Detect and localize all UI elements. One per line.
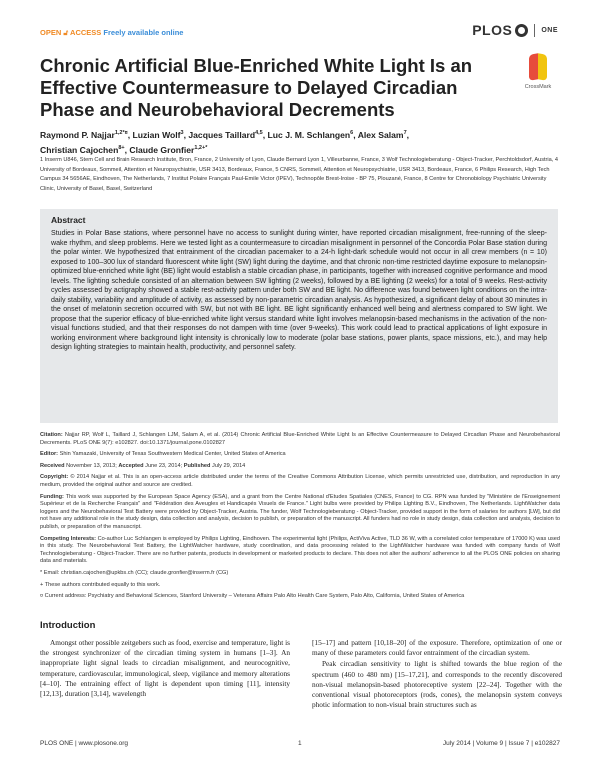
open-label: OPEN [40, 28, 62, 37]
plos-text: PLOS [472, 22, 513, 38]
freely-available-label: Freely available online [103, 28, 184, 37]
competing-interests: Competing Interests: Co-author Luc Schlangen is employed by Philips Lighting, Eindhoven. The experimental light (Philips, ActiViva Active, TLD 36 W, with a correlated color temperature of 17000 K) was used in this study. The Neurobehavioral Test Battery, the LightWatcher hardware, study coordination, and data processing related to the LightWatcher hardware was funded with company funds of Wolf Technologieberatung - Object-Tracker. There are no further patents, products in development or marketed products to declare. This does not alter the authors' adherence to all the PLOS ONE policies on sharing data and materials. [40, 535, 560, 565]
abstract-box [40, 209, 558, 423]
author: Luc J. M. Schlangen$^6$, [267, 129, 358, 140]
author-list [40, 127, 560, 157]
author: Raymond P. Najjar$^{1,2*¤}$, [40, 129, 133, 140]
email: * Email: christian.cajochen@upkbs.ch (CC); claude.gronfier@inserm.fr (CG) [40, 569, 229, 576]
copyright: Copyright: © 2014 Najjar et al. This is an open-access article distributed under the terms of the Creative Commons Attribution License, which permits unrestricted use, distribution, and reproduction in any medium, provided the original author and source are credited. [40, 474, 560, 488]
author: Jacques Taillard$^{4,5}$, [188, 129, 268, 140]
footer-issue: July 2014 | Volume 9 | Issue 7 | e102827 [442, 740, 560, 747]
author: Luzian Wolf$^3$, [132, 129, 189, 140]
page-number: 1 [298, 740, 302, 747]
footer-journal: PLOS ONE | www.plosone.org [40, 740, 129, 747]
citation: Citation: Najjar RP, Wolf L, Taillard J, Schlangen LJM, Salam A, et al. (2014) Chronic Artificial Blue-Enriched White Light Is an Effective Countermeasure to Delayed Circadian Phase and Neurobehavioral Decrements. PLoS ONE 9(7): e102827. doi:10.1371/journal.pone.0102827 [40, 432, 560, 446]
funding: Funding: This work was supported by the European Space Agency (ESA), and a grant from the Centre National d'Etudes Spatiales (CNES, France) to CG. RPN was funded by "Ministère de l'Enseignement Supérieur et de la Recherche Français" and "Fédération des Aveugles et Handicapés Visuels de France." Light bulbs were provided by Philips Lighting B.V., Eindhoven, The Netherlands. LightWatcher data loggers and the Neurobehavioral Test Battery were provided by Object-Tracker, Austria. The funder, Wolf Technologieberatung - Object-Tracker, provided support in the form of salaries for authors [LW], but did not have any additional role in the study design, data collection and analysis, decision to publish, or preparation of the manuscript. All funders had no role in study design, data collection and analysis, decision to publish, or preparation of the manuscript. [40, 493, 561, 530]
current-address: ¤ Current address: Psychiatry and Behavioral Sciences, Stanford University – Veterans Affairs Palo Alto Health Care System, Palo Alto, California, United States of America [40, 593, 465, 600]
crossmark-icon [525, 52, 551, 82]
editor: Editor: Shin Yamazaki, University of Texas Southwestern Medical Center, United States of America [40, 451, 286, 458]
author: Alex Salam$^7$, [357, 129, 410, 140]
abstract-text: Studies in Polar Base stations, where personnel have no access to sunlight during winter, have reported circadian misalignment, free-running of the sleep-wake rhythm, and sleep problems. Here we tested light as a countermeasure to circadian misalignment in personnel of the Concordia Polar Base station during the polar winter. We hypothesized that entrainment of the circadian pacemaker to a 24-h light-dark schedule would not occur in all crew members (n = 10) exposed to 100–300 lux of standard fluorescent white light (SW) light during the daytime, and that chronic non-time restricted daytime exposure to melanopsin-optimized blue-enriched white light (BE) light would establish a stable circadian phase, in participants, together with increased cognitive performance and mood levels. The lighting schedule consisted of an alternation between SW lighting (2 weeks), followed by a BE lighting (2 weeks) for a total of 9 weeks. Rest-activity cycles assessed by actigraphy showed a stable rest-activity pattern under both SW and BE light. No difference was found between light conditions on the intra-daily stability, variability and amplitude of activity, as assessed by non-parametric circadian analysis. As hypothesized, a significant delay of about 30 minutes in the onset of melatonin secretion occurred with SW, but not with BE light. BE light significantly enhanced well being and alertness compared to SW light. We propose that the superior efficacy of blue-enriched white light versus standard white light involves melanopsin-based mechanisms in the activation of the non-visual functions studied, and that their responses do not dampen with time (over 9-weeks). This work could lead to practical applications of light exposure in working environment where background light intensity is chronically low to moderate (polar base stations, power plants, space missions, etc.), and may help design lighting strategies to maintain health, productivity, and personnel safety. [51, 230, 547, 351]
crossmark-label: CrossMark [524, 84, 552, 90]
article-metadata [40, 432, 560, 605]
dates: Received November 13, 2013; Accepted June 23, 2014; Published July 29, 2014 [40, 462, 246, 469]
one-text: ONE [541, 26, 558, 34]
introduction-heading: Introduction [40, 620, 96, 631]
author: Christian Cajochen$^{8+}$, [40, 144, 130, 155]
paragraph: [15–17] and pattern [10,18–20] of the exposure. Therefore, optimization of one or many of these parameters could favor entrainment of the circadian system. [312, 638, 562, 658]
body-column-right [312, 638, 562, 711]
crossmark-badge[interactable] [516, 52, 560, 90]
abstract-heading: Abstract [51, 215, 86, 225]
open-access-banner [40, 28, 183, 38]
paragraph: Amongst other possible zeitgebers such as food, exercise and temperature, light is the strongest synchronizer of the circadian timing system in humans [1–3]. An inappropriate light signal leads to circadian misalignment, and neurocognitive, temperature, cardiovascular, immunological, sleep, vigilance and memory alterations [4–10]. The entraining effect of light is dependent upon timing [11], intensity [12,13], duration [3,14], wavelength [40, 638, 290, 699]
plos-circle-icon [515, 24, 528, 37]
access-label: ACCESS [70, 28, 102, 37]
journal-logo [472, 22, 558, 38]
body-column-left [40, 638, 290, 700]
open-access-lock-icon: 🔓︎ [63, 28, 69, 37]
affiliations: 1 Inserm U846, Stem Cell and Brain Research Institute, Bron, France, 2 University of Lyon, Claude Bernard Lyon 1, Villeurbanne, France, 3 Wolf Technologieberatung - Object-Tracker, Perchtoldsdorf, Austria, 4 University of Bordeaux, Sommeil, Attention et Neuropsychiatrie, USR 3413, Bordeaux, France, 5 CNRS, Sommeil, Attention et Neuropsychiatrie, USR 3413, Bordeaux, France, 6 Philips Research, High Tech Campus 34 5656AE, Eindhoven, The Netherlands, 7 Institut Polaire Français Paul-Emile Victor (IPEV), Technopôle Brest-Iroise - BP 75, Plouzané, France, 8 Centre for Chronobiology Psychiatric University Clinic, University of Basel, Basel, Switzerland [40, 157, 558, 192]
author: Claude Gronfier$^{1,2+*}$ [129, 144, 208, 155]
logo-divider [534, 24, 535, 37]
equal-contribution: + These authors contributed equally to this work. [40, 581, 161, 588]
article-title: Chronic Artificial Blue-Enriched White Light Is an Effective Countermeasure to Delayed Circadian Phase and Neurobehavioral Decrements [40, 55, 473, 120]
paragraph: Peak circadian sensitivity to light is shifted towards the blue region of the spectrum (460 to 480 nm) [15–17,21], and corresponds to the recently discovered non-visual melanopsin-based photoreceptive system [22–24]. Together with the conventional visual photoreceptors (rods, cones), the melanopsin system conveys photic information to non-visual brain structures such as [312, 659, 562, 710]
